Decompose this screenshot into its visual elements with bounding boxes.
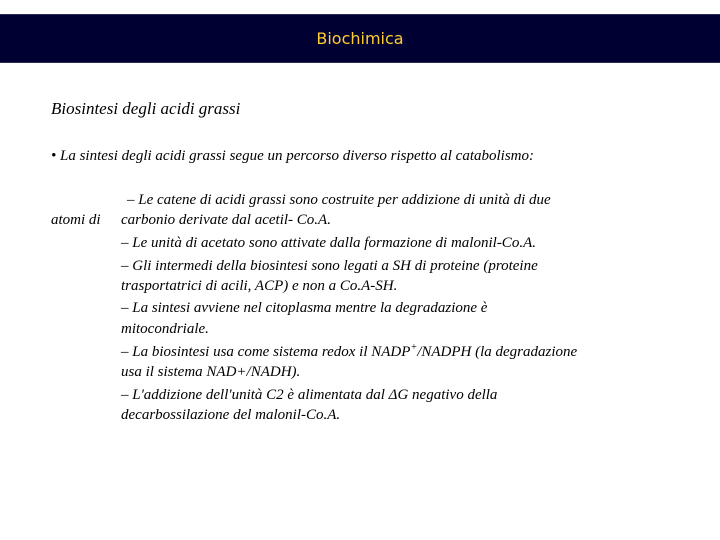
line-8-b: /NADPH (la degradazione <box>417 344 578 360</box>
line-8 <box>121 342 577 362</box>
slide-subtitle: Biosintesi degli acidi grassi <box>51 99 241 118</box>
line-6: – La sintesi avviene nel citoplasma mentre la degradazione è <box>121 300 488 316</box>
line-2: carbonio derivate dal acetil- Co.A. <box>121 212 331 228</box>
bullet-intro: • La sintesi degli acidi grassi segue un percorso diverso rispetto al catabolismo: <box>51 148 535 164</box>
line-8-sup: + <box>410 342 418 353</box>
line-8-a: – La biosintesi usa come sistema redox il NADP <box>121 344 411 360</box>
line-4: – Gli intermedi della biosintesi sono legati a SH di proteine (proteine <box>121 258 538 274</box>
line-5: trasportatrici di acili, ACP) e non a Co.A-SH. <box>121 278 398 294</box>
line-2-prefix: atomi di <box>51 212 101 228</box>
line-1: – Le catene di acidi grassi sono costruite per addizione di unità di due <box>127 192 551 208</box>
header-bar <box>0 14 720 63</box>
line-3: – Le unità di acetato sono attivate dalla formazione di malonil-Co.A. <box>121 235 536 251</box>
header-title: Biochimica <box>316 29 404 48</box>
line-9: usa il sistema NAD+/NADH). <box>121 364 301 380</box>
line-10: – L'addizione dell'unità C2 è alimentata dal ΔG negativo della <box>121 387 498 403</box>
line-11: decarbossilazione del malonil-Co.A. <box>121 407 341 423</box>
line-7: mitocondriale. <box>121 321 209 337</box>
